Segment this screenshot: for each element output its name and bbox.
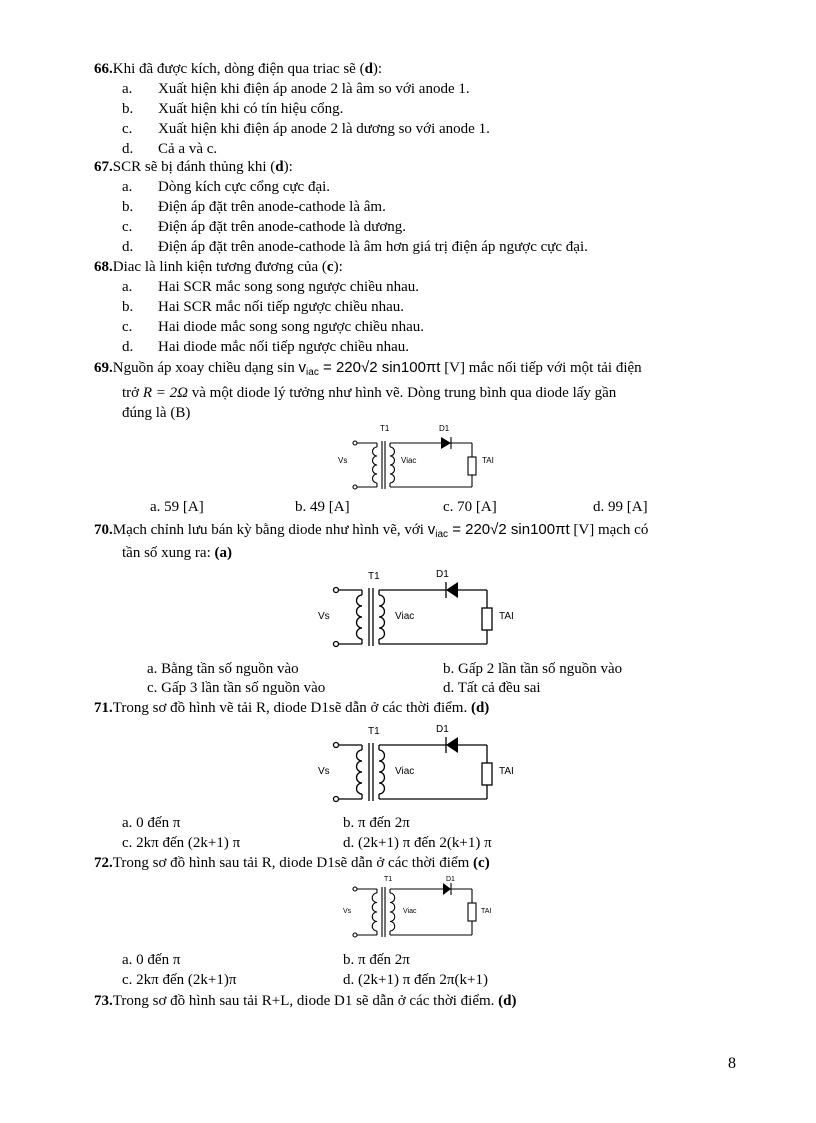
- q67-option-b: [122, 197, 386, 217]
- q69-option-c: c. 70 [A]: [443, 499, 497, 515]
- option-key: c.: [122, 319, 133, 335]
- option-key: b.: [122, 299, 134, 315]
- q68-end: ):: [333, 259, 343, 275]
- option-key: a.: [122, 179, 133, 195]
- q70-line2-pre: tần số xung ra:: [122, 545, 215, 561]
- formula-sub: iac: [306, 367, 319, 378]
- q69-text-post: [V] mắc nối tiếp với một tải điện: [440, 360, 642, 376]
- option-key: a.: [122, 81, 133, 97]
- option-text: Hai diode mắc song song ngược chiều nhau.: [158, 319, 425, 335]
- q70-option-d: d. Tất cả đều sai: [443, 680, 541, 696]
- d1-label: D1: [439, 424, 450, 433]
- option-text: Hai SCR mắc nối tiếp ngược chiều nhau.: [158, 299, 405, 315]
- option-key: b.: [122, 101, 134, 117]
- option-text: Hai SCR mắc song song ngược chiều nhau.: [158, 279, 420, 295]
- q67-stem: [94, 157, 293, 177]
- q69-formula: [299, 359, 441, 376]
- q69-option-b: b. 49 [A]: [295, 499, 350, 515]
- d1-label: D1: [436, 724, 449, 735]
- formula-var: v: [427, 521, 436, 538]
- q66-stem: [94, 59, 382, 79]
- option-text: Xuất hiện khi điện áp anode 2 là âm so với anode 1.: [158, 81, 470, 97]
- viac-label: Viac: [401, 456, 417, 465]
- option-key: c.: [122, 219, 133, 235]
- q72-text: Trong sơ đồ hình sau tải R, diode D1sẽ dẫn ở các thời điểm: [112, 855, 474, 871]
- q70-line2: [122, 543, 232, 563]
- option-text: Điện áp đặt trên anode-cathode là âm hơn giá trị điện áp ngược cực đại.: [158, 239, 588, 255]
- formula-rest: = 220√2 sin100πt: [318, 359, 441, 376]
- q67-option-a: [122, 177, 330, 197]
- option-key: b.: [122, 199, 134, 215]
- formula-var: v: [298, 359, 307, 376]
- t1-label: T1: [380, 424, 390, 433]
- d1-label: D1: [436, 569, 449, 580]
- option-key: d.: [122, 339, 134, 355]
- q67-option-d: [122, 237, 588, 257]
- q72-answer: (c): [473, 855, 490, 871]
- option-text: Điện áp đặt trên anode-cathode là dương.: [158, 219, 407, 235]
- q71-option-a: a. 0 đến π: [122, 815, 181, 831]
- q66-number: 66.: [94, 61, 113, 77]
- vs-label: Vs: [318, 766, 330, 777]
- tai-label: TAI: [499, 766, 514, 777]
- t1-label: T1: [368, 571, 380, 582]
- q71-answer: (d): [470, 700, 490, 716]
- q67-answer: d: [275, 159, 284, 175]
- q70-option-c: c. Gấp 3 lần tần số nguồn vào: [147, 680, 326, 696]
- q68-option-b: [122, 297, 404, 317]
- q69-text: Nguồn áp xoay chiều dạng sin: [112, 360, 299, 376]
- circuit-diagram-q71: [312, 722, 522, 808]
- formula-sub: iac: [435, 529, 449, 540]
- q71-text: Trong sơ đồ hình vẽ tải R, diode D1sẽ dẫn ở các thời điểm.: [112, 700, 471, 716]
- q72-option-b: b. π đến 2π: [343, 952, 410, 968]
- q68-option-c: [122, 317, 424, 337]
- option-text: Hai diode mắc nối tiếp ngược chiều nhau.: [158, 339, 409, 355]
- q71-option-b: b. π đến 2π: [343, 815, 410, 831]
- q71-number: 71.: [94, 700, 113, 716]
- q72-option-c: c. 2kπ đến (2k+1)π: [122, 972, 237, 988]
- vs-label: Vs: [318, 611, 330, 622]
- q70-option-a: a. Bằng tần số nguồn vào: [147, 661, 299, 677]
- circuit-diagram-q69: [335, 423, 505, 495]
- tai-label: TAI: [482, 456, 494, 465]
- q69-number: 69.: [94, 360, 113, 376]
- q72-stem: [94, 853, 490, 873]
- q68-text: Diac là linh kiện tương đương của (: [112, 259, 327, 275]
- q66-end: ):: [372, 61, 383, 77]
- q73-stem: [94, 991, 517, 1011]
- q69-line3: đúng là (B): [122, 405, 191, 421]
- vs-label: Vs: [343, 908, 352, 915]
- q69-line1: [94, 358, 642, 383]
- q67-option-c: [122, 217, 406, 237]
- option-text: Dòng kích cực cổng cực đại.: [158, 179, 331, 195]
- q69-line2: [122, 383, 616, 403]
- formula-rest: = 220√2 sin100πt: [448, 521, 570, 538]
- q68-stem: [94, 257, 343, 277]
- tai-label: TAI: [499, 611, 514, 622]
- q70-number: 70.: [94, 522, 113, 538]
- q73-answer: (d): [498, 993, 517, 1009]
- q69-resistance: R = 2Ω: [142, 385, 188, 401]
- q71-option-d: d. (2k+1) π đến 2(k+1) π: [343, 835, 492, 851]
- q70-line1: [94, 520, 648, 545]
- q67-end: ):: [283, 159, 293, 175]
- vs-label: Vs: [338, 456, 348, 465]
- q68-option-d: [122, 337, 409, 357]
- page-number: 8: [728, 1055, 736, 1072]
- q71-option-c: c. 2kπ đến (2k+1) π: [122, 835, 241, 851]
- q72-number: 72.: [94, 855, 113, 871]
- viac-label: Viac: [395, 766, 415, 777]
- option-text: Điện áp đặt trên anode-cathode là âm.: [158, 199, 386, 215]
- circuit-diagram-q72: [335, 873, 505, 945]
- q69-line2-post: và một diode lý tưởng như hình vẽ. Dòng trung bình qua diode lấy gần: [188, 385, 617, 401]
- option-key: d.: [122, 141, 134, 157]
- t1-label: T1: [384, 876, 393, 883]
- q73-text: Trong sơ đồ hình sau tải R+L, diode D1 sẽ dẫn ở các thời điểm.: [112, 993, 499, 1009]
- option-key: c.: [122, 121, 133, 137]
- q66-text: Khi đã được kích, dòng điện qua triac sẽ (: [112, 61, 365, 77]
- option-key: a.: [122, 279, 133, 295]
- viac-label: Viac: [403, 908, 417, 915]
- t1-label: T1: [368, 726, 380, 737]
- q66-option-b: [122, 99, 343, 119]
- q66-option-c: [122, 119, 490, 139]
- q66-option-d: [122, 139, 217, 159]
- viac-label: Viac: [395, 611, 415, 622]
- q69-line2-pre: trở: [122, 385, 143, 401]
- option-text: Xuất hiện khi có tín hiệu cổng.: [158, 101, 344, 117]
- q67-number: 67.: [94, 159, 113, 175]
- tai-label: TAI: [481, 908, 492, 915]
- q68-answer: c: [326, 259, 334, 275]
- option-text: Cả a và c.: [158, 141, 218, 157]
- d1-label: D1: [446, 876, 455, 883]
- q71-stem: [94, 698, 489, 718]
- q68-number: 68.: [94, 259, 113, 275]
- q69-option-d: d. 99 [A]: [593, 499, 648, 515]
- q70-text: Mạch chỉnh lưu bán kỳ bằng diode như hình vẽ, với: [112, 522, 428, 538]
- q70-option-b: b. Gấp 2 lần tần số nguồn vào: [443, 661, 623, 677]
- q66-answer: d: [364, 61, 373, 77]
- q72-option-d: d. (2k+1) π đến 2π(k+1): [343, 972, 488, 988]
- q70-answer: (a): [214, 545, 232, 561]
- circuit-diagram-q70: [312, 567, 522, 653]
- q73-number: 73.: [94, 993, 113, 1009]
- q70-formula: [428, 521, 570, 538]
- q72-option-a: a. 0 đến π: [122, 952, 181, 968]
- q68-option-a: [122, 277, 419, 297]
- q66-option-a: [122, 79, 470, 99]
- q69-option-a: a. 59 [A]: [150, 499, 204, 515]
- q67-text: SCR sẽ bị đánh thủng khi (: [112, 159, 276, 175]
- q70-text-post: [V] mạch có: [569, 522, 649, 538]
- option-key: d.: [122, 239, 134, 255]
- option-text: Xuất hiện khi điện áp anode 2 là dương so với anode 1.: [158, 121, 490, 137]
